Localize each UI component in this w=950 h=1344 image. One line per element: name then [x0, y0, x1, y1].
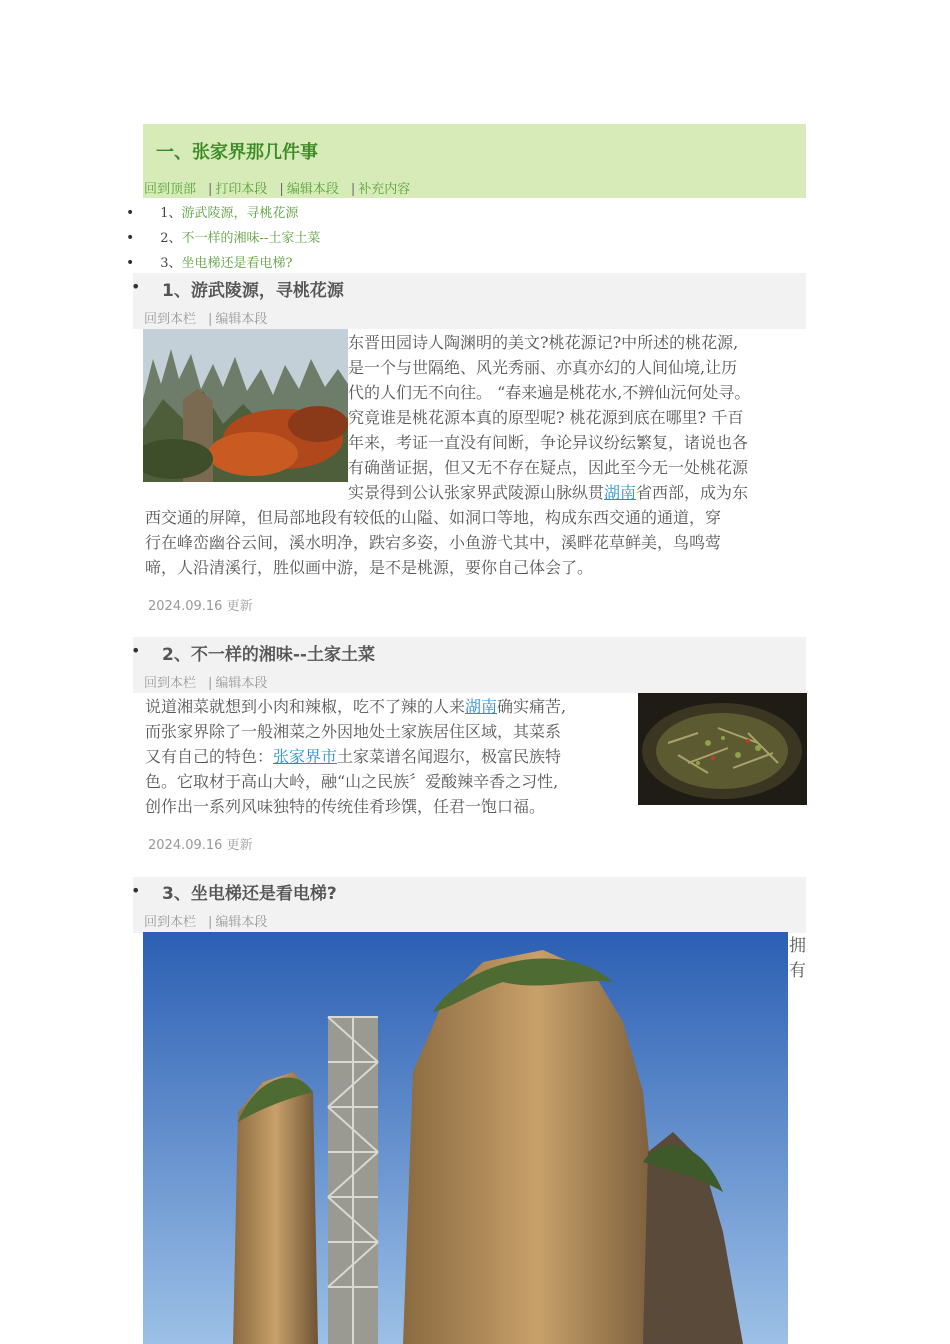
toc-item-1[interactable]: • 1、游武陵源，寻桃花源 [126, 205, 299, 221]
text-line: 色。它取材于高山大岭，融“山之民族〞爱酸辣辛香之习性, [145, 772, 559, 791]
bullet-icon: • [131, 277, 141, 296]
text-line: 实景得到公认张家界武陵源山脉纵贯湖南省西部，成为东 [348, 483, 749, 502]
back-to-column-link[interactable]: 回到本栏 [144, 312, 197, 327]
section-1-links: 回到本栏 | 编辑本段 [144, 312, 268, 327]
update-date: 2024.09.16 更新 [148, 838, 253, 853]
text-char: 拥 [789, 936, 806, 956]
print-section-link[interactable]: 打印本段 [215, 182, 268, 197]
bullet-icon: • [126, 205, 135, 221]
back-to-column-link[interactable]: 回到本栏 [144, 676, 197, 691]
toc-link[interactable]: 游武陵源，寻桃花源 [181, 206, 299, 221]
text-line: 西交通的屏障，但局部地段有较低的山隘、如洞口等地，构成东西交通的通道，穿 [145, 508, 722, 527]
section-1-title: 1、游武陵源，寻桃花源 [162, 281, 344, 301]
zhangjiajie-link[interactable]: 张家界市 [273, 747, 338, 766]
update-link[interactable]: 更新 [226, 599, 253, 614]
text-line: 是一个与世隔绝、风光秀丽、亦真亦幻的人间仙境,让历 [348, 358, 738, 377]
bullet-icon: • [131, 881, 141, 900]
add-content-link[interactable]: 补充内容 [358, 182, 411, 197]
back-to-top-link[interactable]: 回到顶部 [144, 182, 197, 197]
section-1-text-full [145, 505, 810, 580]
edit-section-link[interactable]: 编辑本段 [215, 312, 268, 327]
section-3-links: 回到本栏 | 编辑本段 [144, 915, 268, 930]
update-link[interactable]: 更新 [226, 838, 253, 853]
text-line: 究竟谁是桃花源本真的原型呢? 桃花源到底在哪里? 千百 [348, 408, 744, 427]
toc-link[interactable]: 坐电梯还是看电梯? [181, 256, 293, 271]
edit-section-link[interactable]: 编辑本段 [215, 915, 268, 930]
section-2-text [145, 694, 635, 819]
bullet-icon: • [126, 230, 135, 246]
text-line: 说道湘菜就想到小肉和辣椒，吃不了辣的人来湖南确实痛苦, [145, 697, 567, 716]
text-line: 有确凿证据，但又无不存在疑点，因此至今无一处桃花源 [348, 458, 749, 477]
text-char: 有 [789, 961, 806, 981]
text-line: 啼，人沿清溪行，胜似画中游，是不是桃源，要你自己体会了。 [145, 558, 594, 577]
hunan-link[interactable]: 湖南 [604, 483, 637, 502]
section-3-text [789, 934, 809, 984]
header-links: 回到顶部 | 打印本段 | 编辑本段 | 补充内容 [144, 178, 410, 197]
back-to-column-link[interactable]: 回到本栏 [144, 915, 197, 930]
toc-link[interactable]: 不一样的湘味--土家土菜 [181, 231, 321, 246]
toc-item-3[interactable]: • 3、坐电梯还是看电梯? [126, 255, 293, 271]
update-date: 2024.09.16 更新 [148, 599, 253, 614]
text-line: 行在峰峦幽谷云间，溪水明净，跌宕多姿，小鱼游弋其中，溪畔花草鲜美，鸟鸣莺 [145, 533, 722, 552]
page-title: 一、张家界那几件事 [156, 142, 318, 163]
text-line: 代的人们无不向往。 “春来遍是桃花水,不辨仙沅何处寻。 [348, 383, 751, 402]
section-2-title: 2、不一样的湘味--土家土菜 [162, 645, 375, 665]
mountain-photo [143, 329, 348, 482]
text-line: 又有自己的特色：张家界市土家菜谱名闻遐尔，极富民族特 [145, 747, 562, 766]
elevator-cliff-photo [143, 932, 788, 1344]
toc-item-2[interactable]: • 2、不一样的湘味--土家土菜 [126, 230, 321, 246]
bullet-icon: • [126, 255, 135, 271]
text-line: 创作出一系列风味独特的传统佳肴珍馔，任君一饱口福。 [145, 797, 546, 816]
edit-section-link[interactable]: 编辑本段 [215, 676, 268, 691]
section-3-title: 3、坐电梯还是看电梯? [162, 884, 337, 904]
edit-section-link[interactable]: 编辑本段 [286, 182, 339, 197]
section-2-links: 回到本栏 | 编辑本段 [144, 676, 268, 691]
dish-photo [638, 693, 807, 805]
bullet-icon: • [131, 641, 141, 660]
text-line: 东晋田园诗人陶渊明的美文?桃花源记?中所述的桃花源, [348, 333, 739, 352]
text-line: 而张家界除了一般湘菜之外因地处土家族居住区域，其菜系 [145, 722, 562, 741]
section-1-text-wrap [348, 330, 818, 505]
text-line: 年来，考证一直没有间断，争论异议纷纭繁复，诸说也各 [348, 433, 749, 452]
hunan-link[interactable]: 湖南 [465, 697, 498, 716]
